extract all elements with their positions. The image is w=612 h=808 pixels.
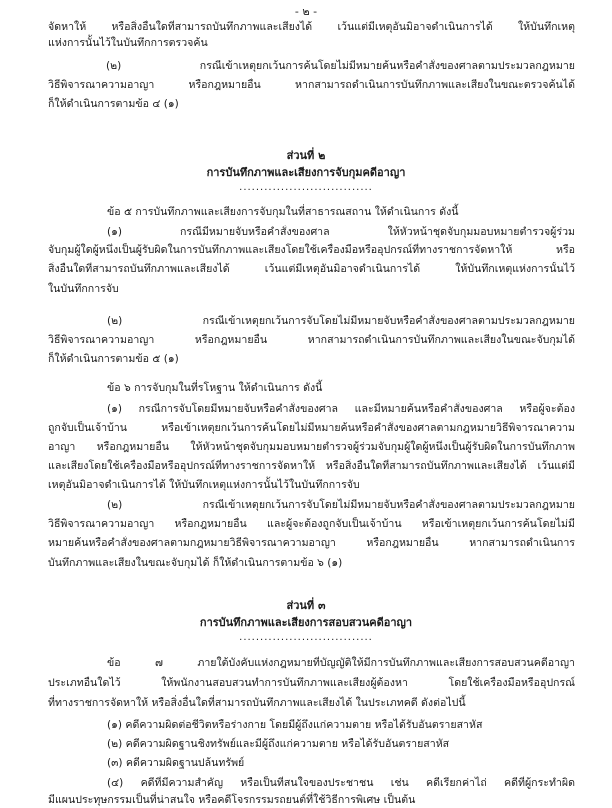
paragraph-line: อาญา หรือกฎหมายอื่น ให้หัวหน้าชุดจับกุมมอบหมายตำรวจผู้ร่วมจับกุมผู้ใดผู้หนึ่งเป็นผู้รับผิดในการบันทึกภาพ — [48, 441, 575, 453]
paragraph-line: บันทึกภาพและเสียงในขณะจับกุมได้ ก็ให้ดำเนินการตามข้อ ๖ (๑) — [48, 557, 343, 569]
paragraph-line: แห่งการนั้นไว้ในบันทึกการตรวจค้น — [48, 37, 208, 49]
paragraph-line: ในบันทึกการจับ — [48, 283, 119, 295]
paragraph-line: (๒) กรณีเข้าเหตุยกเว้นการจับโดยไม่มีหมายจับหรือคำสั่งของศาลตามประมวลกฎหมาย — [107, 315, 575, 327]
paragraph-line: ที่ทางราชการจัดหาให้ หรือสิ่งอื่นใดที่สามารถบันทึกภาพและเสียงได้ ในประเภทคดี ดังต่อไปนี้ — [48, 697, 466, 709]
paragraph-line: (๔) คดีที่มีความสำคัญ หรือเป็นที่สนใจของประชาชน เช่น คดีเรียกค่าไถ่ คดีที่ผู้กระทำผิด — [107, 777, 575, 789]
paragraph-line: ประเภทอื่นใดไว้ ให้พนักงานสอบสวนทำการบันทึกภาพและเสียงผู้ต้องหา โดยใช้เครื่องมือหรืออุปกรณ์ — [48, 677, 575, 689]
paragraph-line: ก็ให้ดำเนินการตามข้อ ๕ (๑) — [48, 353, 179, 365]
paragraph-line: วิธีพิจารณาความอาญา หรือกฎหมายอื่น หากสามารถดำเนินการบันทึกภาพและเสียงในขณะจับกุมได้ — [48, 334, 575, 346]
paragraph-line: มีแผนประทุษกรรมเป็นที่น่าสนใจ หรือคดีโจรกรรมรถยนต์ที่ใช้วิธีการพิเศษ เป็นต้น — [48, 794, 416, 806]
section-title: การบันทึกภาพและเสียงการจับกุมคดีอาญา — [206, 166, 406, 179]
section-title: การบันทึกภาพและเสียงการสอบสวนคดีอาญา — [199, 616, 413, 629]
section-heading: ส่วนที่ ๓ — [286, 599, 326, 612]
paragraph-line: หมายค้นหรือคำสั่งของศาลตามกฎหมายวิธีพิจารณาความอาญา หรือกฎหมายอื่น หากสามารถดำเนินการ — [48, 537, 575, 549]
paragraph-line: (๑) กรณีมีหมายจับหรือคำสั่งของศาล ให้หัวหน้าชุดจับกุมมอบหมายตำรวจผู้ร่วม — [107, 226, 575, 238]
paragraph-line: (๑) กรณีการจับโดยมีหมายจับหรือคำสั่งของศาล และมีหมายค้นหรือคำสั่งของศาล หรือผู้จะต้อง — [107, 403, 575, 415]
paragraph-line: เหตุอันมิอาจดำเนินการได้ ให้บันทึกเหตุแห่งการนั้นไว้ในบันทึกการจับ — [48, 479, 360, 491]
list-item: (๒) คดีความผิดฐานชิงทรัพย์และมีผู้ถึงแก่ความตาย หรือได้รับอันตรายสาหัส — [107, 738, 450, 750]
paragraph-line: ก็ให้ดำเนินการตามข้อ ๔ (๑) — [48, 98, 179, 110]
paragraph-line: วิธีพิจารณาความอาญา หรือกฎหมายอื่น และผู้จะต้องถูกจับเป็นเจ้าบ้าน หรือเข้าเหตุยกเว้นการค้นโดยไม่มี — [48, 518, 575, 530]
section-divider: ................................ — [239, 182, 373, 193]
paragraph-line: ข้อ ๗ ภายใต้บังคับแห่งกฎหมายที่บัญญัติให้มีการบันทึกภาพและเสียงการสอบสวนคดีอาญา — [107, 657, 575, 669]
paragraph-line: สิ่งอื่นใดที่สามารถบันทึกภาพและเสียงได้ เว้นแต่มีเหตุอันมิอาจดำเนินการได้ ให้บันทึกเหตุแห่งการนั้นไว้ — [48, 263, 575, 275]
list-item: (๓) คดีความผิดฐานปล้นทรัพย์ — [107, 757, 245, 769]
paragraph-line: จับกุมผู้ใดผู้หนึ่งเป็นผู้รับผิดในการบันทึกภาพและเสียงโดยใช้เครื่องมือหรืออุปกรณ์ที่ทางราชการจัดหาให้ หรือ — [48, 244, 575, 256]
list-item: (๑) คดีความผิดต่อชีวิตหรือร่างกาย โดยมีผู้ถึงแก่ความตาย หรือได้รับอันตรายสาหัส — [107, 719, 483, 731]
section-heading: ส่วนที่ ๒ — [286, 149, 326, 162]
paragraph-line: (๒) กรณีเข้าเหตุยกเว้นการจับโดยไม่มีหมายจับหรือคำสั่งของศาลตามประมวลกฎหมาย — [107, 499, 575, 511]
paragraph-line: จัดหาให้ หรือสิ่งอื่นใดที่สามารถบันทึกภาพและเสียงได้ เว้นแต่มีเหตุอันมิอาจดำเนินการได้ ให้บันทึกเหตุ — [48, 21, 575, 33]
clause-line: ข้อ ๖ การจับกุมในที่รโหฐาน ให้ดำเนินการ ดังนี้ — [107, 382, 323, 394]
paragraph-line: และเสียงโดยใช้เครื่องมือหรืออุปกรณ์ที่ทางราชการจัดหาให้ หรือสิ่งอื่นใดที่สามารถบันทึกภาพและเสียงได้ เว้นแต่มี — [48, 460, 575, 472]
paragraph-line: (๒) กรณีเข้าเหตุยกเว้นการค้นโดยไม่มีหมายค้นหรือคำสั่งของศาลตามประมวลกฎหมาย — [106, 60, 575, 72]
section-divider: ................................ — [239, 632, 373, 643]
page-number: - ๒ - — [294, 5, 318, 18]
paragraph-line: ถูกจับเป็นเจ้าบ้าน หรือเข้าเหตุยกเว้นการค้นโดยไม่มีหมายค้นหรือคำสั่งของศาลตามกฎหมายวิธีพิจารณาความ — [48, 422, 575, 434]
paragraph-line: วิธีพิจารณาความอาญา หรือกฎหมายอื่น หากสามารถดำเนินการบันทึกภาพและเสียงในขณะตรวจค้นได้ — [48, 79, 575, 91]
clause-line: ข้อ ๕ การบันทึกภาพและเสียงการจับกุมในที่สาธารณสถาน ให้ดำเนินการ ดังนี้ — [107, 206, 459, 218]
